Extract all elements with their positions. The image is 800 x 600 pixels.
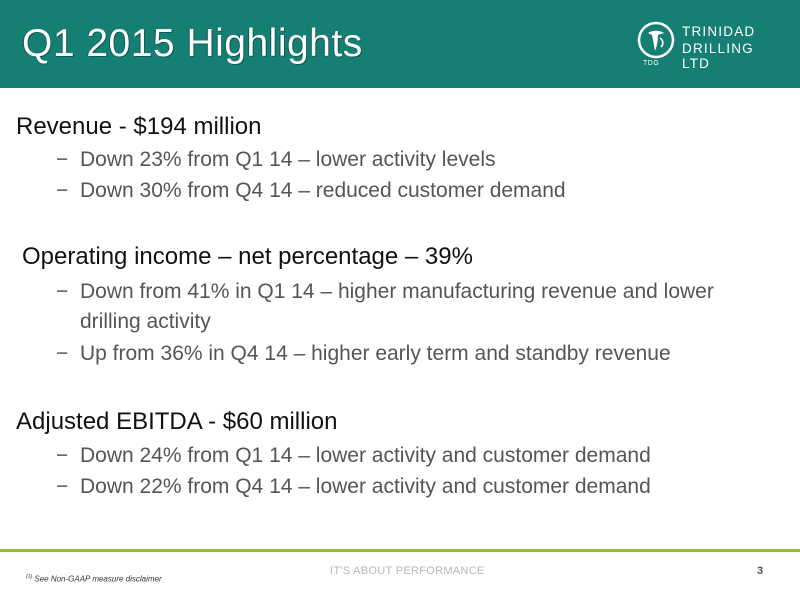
section-heading-adjusted-ebitda: Adjusted EBITDA - $60 million (16, 408, 338, 435)
logo-company-subtitle: DRILLING LTD (682, 41, 754, 71)
bullet-dash: − (56, 280, 69, 303)
bullet-item (56, 145, 760, 175)
footer-tagline: IT'S ABOUT PERFORMANCE (330, 565, 485, 577)
bullet-item (56, 472, 780, 502)
logo-company-name: TRINIDAD (682, 24, 756, 39)
bullet-dash: − (56, 444, 69, 467)
bullet-item (56, 176, 760, 206)
bullet-item (56, 441, 780, 471)
bullet-dash: − (56, 475, 69, 498)
bullet-dash: − (56, 148, 69, 171)
bullet-dash: − (56, 342, 69, 365)
footnote (26, 574, 162, 584)
slide-header (0, 0, 800, 88)
page-number: 3 (757, 565, 764, 577)
footnote-marker: (1) (26, 574, 33, 580)
bullet-text: Down 22% from Q4 14 – lower activity and customer demand (80, 475, 651, 498)
bullet-text: Down 24% from Q1 14 – lower activity and customer demand (80, 444, 651, 467)
bullet-text: Up from 36% in Q4 14 – higher early term and standby revenue (80, 342, 671, 365)
bullet-item (56, 277, 770, 337)
logo-mark-text: TDG (643, 60, 660, 67)
section-heading-revenue: Revenue - $194 million (16, 113, 262, 140)
trinidad-drilling-logo-icon (636, 20, 676, 60)
footnote-text: See Non-GAAP measure disclaimer (34, 574, 162, 584)
bullet-text: Down 30% from Q4 14 – reduced customer demand (80, 179, 566, 202)
bullet-item (56, 339, 780, 369)
slide-title: Q1 2015 Highlights (22, 22, 363, 65)
footer-divider (0, 549, 800, 552)
company-logo (636, 20, 786, 72)
bullet-text: Down 23% from Q1 14 – lower activity levels (80, 148, 496, 171)
section-heading-operating-income: Operating income – net percentage – 39% (22, 243, 473, 270)
bullet-dash: − (56, 179, 69, 202)
bullet-text: Down from 41% in Q1 14 – higher manufacturing revenue and lower drilling activity (80, 280, 714, 333)
